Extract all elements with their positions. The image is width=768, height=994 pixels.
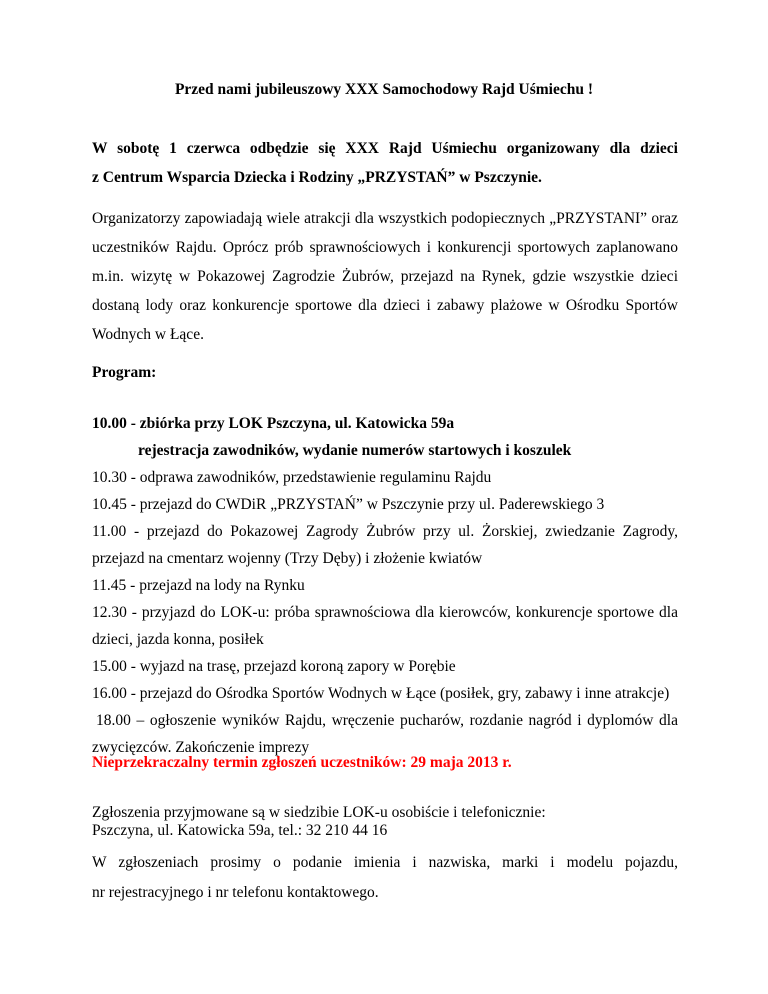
contact-line: Pszczyna, ul. Katowicka 59a, tel.: 32 210 44 16 — [92, 822, 388, 839]
intro-paragraph — [92, 134, 678, 192]
description-paragraph — [92, 204, 678, 349]
contact-info — [92, 804, 678, 840]
intro-line: W sobotę 1 czerwca odbędzie się XXX Rajd Uśmiechu organizowany dla dzieci — [92, 140, 678, 157]
page-title: Przed nami jubileuszowy XXX Samochodowy Rajd Uśmiechu ! — [174, 81, 594, 98]
program-item: zwycięzców. Zakończenie imprezy — [92, 739, 310, 756]
program-item: przejazd na cmentarz wojenny (Trzy Dęby) i złożenie kwiatów — [92, 550, 483, 567]
program-item: dzieci, jazda konna, posiłek — [92, 631, 264, 648]
final-line: nr rejestracyjnego i nr telefonu kontaktowego. — [92, 884, 379, 901]
program-item: 10.00 - zbiórka przy LOK Pszczyna, ul. Katowicka 59a — [92, 415, 455, 432]
program-item: 11.45 - przejazd na lody na Rynku — [92, 577, 305, 594]
description-line: uczestników Rajdu. Oprócz prób sprawnościowych i konkurencji sportowych zaplanowano — [92, 239, 678, 256]
intro-line: z Centrum Wsparcia Dziecka i Rodziny „PRZYSTAŃ” w Pszczynie. — [92, 169, 542, 186]
program-item: rejestracja zawodników, wydanie numerów startowych i koszulek — [138, 442, 572, 459]
description-line: Organizatorzy zapowiadają wiele atrakcji dla wszystkich podopiecznych „PRZYSTANI” oraz — [92, 210, 678, 227]
program-heading: Program: — [92, 364, 157, 381]
final-paragraph — [92, 848, 678, 908]
program-list — [92, 410, 678, 761]
program-item: 11.00 - przejazd do Pokazowej Zagrody Żubrów przy ul. Żorskiej, zwiedzanie Zagrody, — [92, 523, 678, 540]
contact-line: Zgłoszenia przyjmowane są w siedzibie LOK-u osobiście i telefonicznie: — [92, 804, 546, 821]
description-line: m.in. wizytę w Pokazowej Zagrodzie Żubrów, przejazd na Rynek, gdzie wszystkie dzieci — [92, 268, 678, 285]
final-line: W zgłoszeniach prosimy o podanie imienia i nazwiska, marki i modelu pojazdu, — [92, 854, 678, 871]
program-item: 10.45 - przejazd do CWDiR „PRZYSTAŃ” w Pszczynie przy ul. Paderewskiego 3 — [92, 496, 605, 513]
program-item: 12.30 - przyjazd do LOK-u: próba sprawnościowa dla kierowców, konkurencje sportowe dla — [92, 604, 678, 621]
deadline-notice: Nieprzekraczalny termin zgłoszeń uczestników: 29 maja 2013 r. — [92, 754, 512, 771]
program-item: 16.00 - przejazd do Ośrodka Sportów Wodnych w Łące (posiłek, gry, zabawy i inne atrakcje) — [92, 685, 670, 702]
program-item: 10.30 - odprawa zawodników, przedstawienie regulaminu Rajdu — [92, 469, 492, 486]
program-item: 18.00 – ogłoszenie wyników Rajdu, wręczenie pucharów, rozdanie nagród i dyplomów dla — [96, 712, 678, 729]
program-item: 15.00 - wyjazd na trasę, przejazd koroną zapory w Porębie — [92, 658, 456, 675]
description-line: Wodnych w Łące. — [92, 326, 204, 343]
description-line: dostaną lody oraz konkurencje sportowe dla dzieci i zabawy plażowe w Ośrodku Sportów — [92, 297, 678, 314]
